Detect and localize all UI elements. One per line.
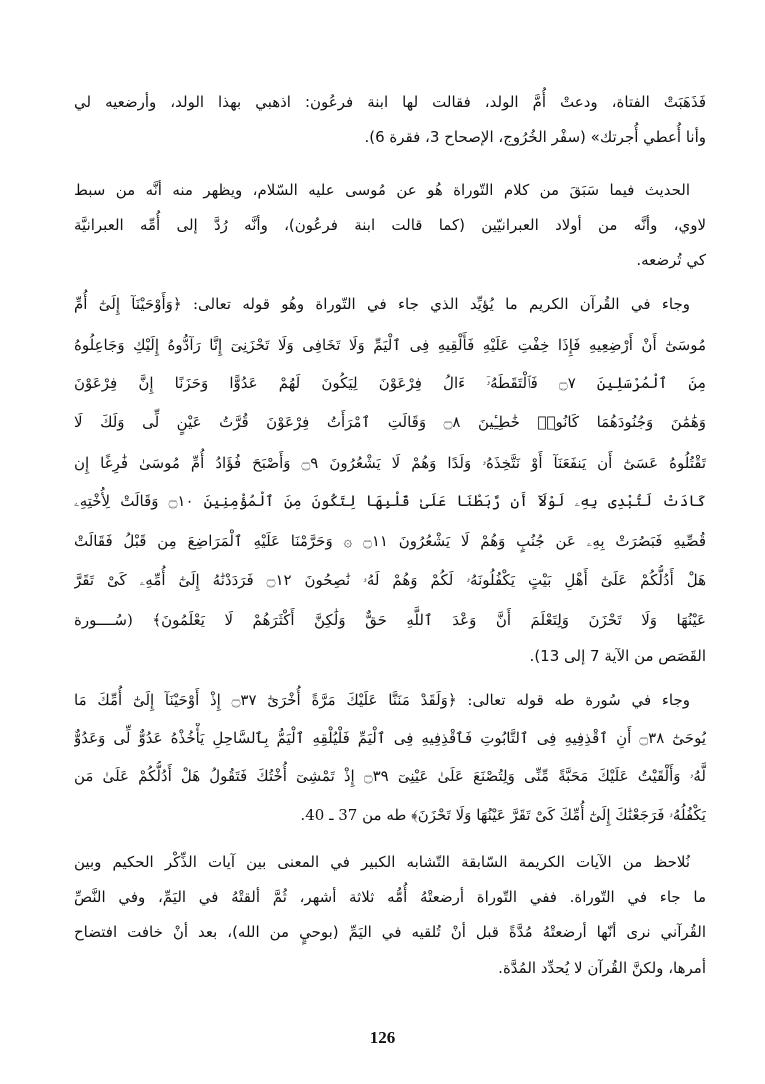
text-line: وجاء في سُورة طه قوله تعالى: ﴿وَلَقَدْ مَنَنَّا عَلَيْكَ مَرَّةً أُخْرَىٰٓ ۝٣٧ إِذْ أَوْحَيْنَآ إِلَىٰٓ أُمِّكَ مَا	[74, 691, 690, 709]
quran-line: مُوسَىٰٓ أَنْ أَرْضِعِيهِ فَإِذَا خِفْتِ عَلَيْهِ فَأَلْقِيهِ فِى ٱلْيَمِّ وَلَا تَخَافِى وَلَا تَحْزَنِىٓ إِنَّا رَآدُّوهُ إِلَيْكِ وَجَاعِلُوهُ	[74, 336, 706, 354]
quran-line: يَكْفُلُهُۥ فَرَجَعْنَٰكَ إِلَىٰٓ أُمِّكَ كَىْ تَقَرَّ عَيْنُهَا وَلَا تَحْزَنَ﴾ طه من 37 ـ 40.	[300, 806, 706, 824]
text-line: نُلاحظ من الآيات الكريمة السّابقة التّشابه الكبير في المعنى بين آيات الذِّكْر الحكيم وبين	[74, 853, 690, 871]
quran-line: قُصِّيهِ فَبَصُرَتْ بِهِۦ عَن جُنُبٍ وَهُمْ لَا يَشْعُرُونَ ۝١١ ۞ وَحَرَّمْنَا عَلَيْهِ ٱلْمَرَاضِعَ مِن قَبْلُ فَقَالَتْ	[74, 532, 706, 550]
quran-line: وَهَٰمَٰنَ وَجُنُودَهُمَا كَانُوا۟ خَٰطِـِٔينَ ۝٨ وَقَالَتِ ٱمْرَأَتُ فِرْعَوْنَ قُرَّتُ عَيْنٍ لِّى وَلَكَ لَا	[74, 413, 706, 431]
page-number: 126	[369, 1028, 396, 1047]
text-line: القَصَص من الآية 7 إلى 13).	[529, 647, 706, 665]
text-line: أمرها، ولكنَّ القُرآن لا يُحدِّد المُدَّة.	[498, 959, 706, 977]
quran-line: تَقْتُلُوهُ عَسَىٰٓ أَن يَنفَعَنَآ أَوْ نَتَّخِذَهُۥ وَلَدًا وَهُمْ لَا يَشْعُرُونَ ۝٩ وَأَصْبَحَ فُؤَادُ أُمِّ مُوسَىٰ فَٰرِغًا إِن	[74, 454, 706, 472]
text-line: ما جاء في التّوراة. ففي التّوراة أرضعتْهُ أُمُّه ثلاثة أشهر، ثُمَّ ألقتْهُ في اليَمِّ، وفي النَّصِّ	[74, 888, 706, 906]
text-line: القُرآني نرى أنّها أرضعتْهُ مُدَّةً قبل أنْ تُلقيه في اليَمِّ (بوحيٍ من الله)، بعد أنْ خافت افتضاح	[74, 923, 706, 941]
text-line: وجاء في القُرآن الكريم ما يُؤيِّد الذي جاء في التّوراة وهُو قوله تعالى: ﴿وَأَوْحَيْنَآ إِلَىٰٓ أُمِّ	[74, 295, 690, 313]
quran-line: لَّهُۥ وَأَلْقَيْتُ عَلَيْكَ مَحَبَّةً مِّنِّى وَلِتُصْنَعَ عَلَىٰ عَيْنِىٓ ۝٣٩ إِذْ تَمْشِىٓ أُخْتُكَ فَتَقُولُ هَلْ أَدُلُّكُمْ عَلَىٰ مَن	[74, 767, 706, 785]
quran-line: عَيْنُهَا وَلَا تَحْزَنَ وَلِتَعْلَمَ أَنَّ وَعْدَ ٱللَّهِ حَقٌّ وَلَٰكِنَّ أَكْثَرَهُمْ لَا يَعْلَمُونَ﴾ (سُــــورة	[74, 611, 706, 629]
quran-line: كَادَتْ لَتُبْدِى بِهِۦ لَوْلَآ أَن رَّبَطْنَا عَلَىٰ قَلْبِهَا لِتَكُونَ مِنَ ٱلْمُؤْمِنِينَ ۝١٠ وَقَالَتْ لِأُخْتِهِۦ	[74, 492, 706, 510]
quran-line: مِنَ ٱلْمُرْسَلِينَ ۝٧ فَٱلْتَقَطَهُۥٓ ءَالُ فِرْعَوْنَ لِيَكُونَ لَهُمْ عَدُوًّا وَحَزَنًا إِنَّ فِرْعَوْنَ	[74, 374, 706, 392]
quran-line: هَلْ أَدُلُّكُمْ عَلَىٰٓ أَهْلِ بَيْتٍ يَكْفُلُونَهُۥ لَكُمْ وَهُمْ لَهُۥ نَٰصِحُونَ ۝١٢ فَرَدَدْنَٰهُ إِلَىٰٓ أُمِّهِۦ كَىْ تَقَرَّ	[74, 571, 706, 589]
quran-line: يُوحَىٰٓ ۝٣٨ أَنِ ٱقْذِفِيهِ فِى ٱلتَّابُوتِ فَٱقْذِفِيهِ فِى ٱلْيَمِّ فَلْيُلْقِهِ ٱلْيَمُّ بِٱلسَّاحِلِ يَأْخُذْهُ عَدُوٌّ لِّى وَعَدُوٌّ	[74, 729, 706, 747]
text-line: لاوي، وأنَّه من أولاد العبرانيّين (كما قالت ابنة فرعُون)، وأنَّه رُدَّ إلى أُمِّه العبرانيَّة	[74, 216, 706, 234]
text-line: وأنا أُعطي أُجرتك» (سفْر الخُرُوج، الإصحاح 3، فقرة 6).	[364, 128, 706, 146]
text-line: كي تُرضعه.	[636, 251, 706, 269]
text-line: فَذَهَبَتْ الفتاة، ودعتْ أُمَّ الولد، فقالت لها ابنة فرعُون: اذهبي بهذا الولد، وأرضعيه لي	[74, 93, 706, 111]
text-line: الحديث فيما سَبَقَ من كلام التّوراة هُو عن مُوسى عليه السّلام، ويظهر منه أنَّه من سبط	[74, 181, 690, 199]
